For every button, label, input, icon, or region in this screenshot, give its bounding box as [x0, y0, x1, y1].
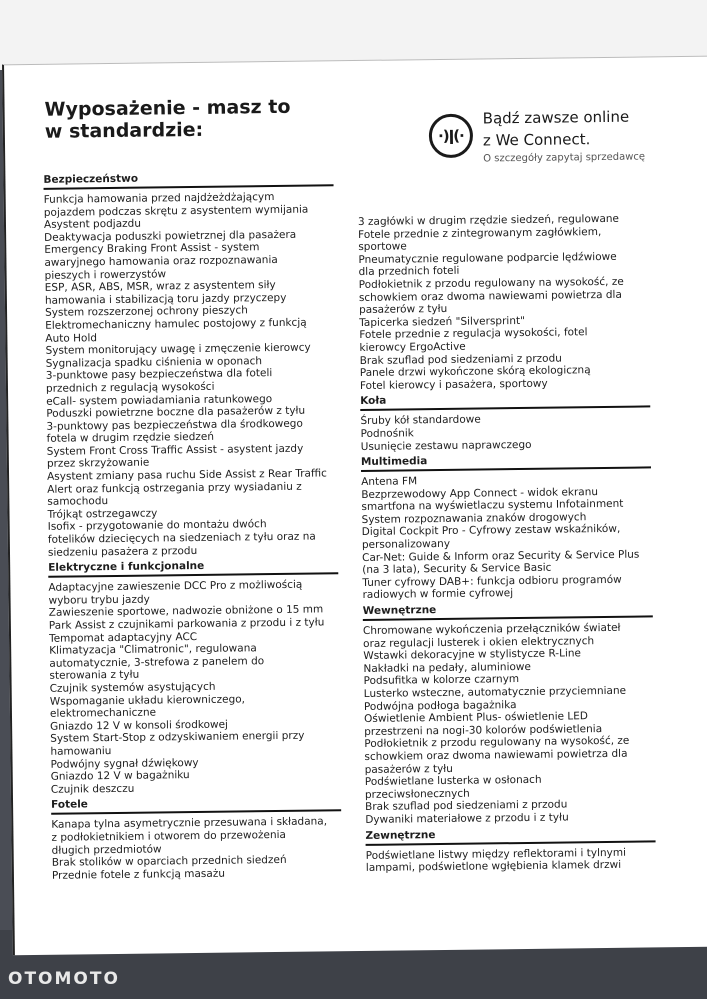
title-line-2: w standardzie:: [44, 118, 204, 143]
list-item: siedzeniu pasażera z przodu: [47, 544, 198, 559]
list-item: eCall- system powiadamiania ratunkowego: [46, 392, 273, 408]
list-item: Elektromechaniczny hamulec postojowy z funkcją: [45, 316, 307, 332]
list-item: Car-Net: Guide & Inform oraz Security & Service Plus: [362, 548, 640, 564]
we-connect-signal-glyph: ·)ǀ(·: [437, 126, 464, 145]
list-item: Isofix - przygotowanie do montażu dwóch: [47, 518, 267, 534]
list-item: sportowe: [358, 240, 407, 254]
list-item: Tuner cyfrowy DAB+: funkcja odbioru programów: [362, 573, 622, 589]
list-item: Gniazdo 12 V w konsoli środkowej: [50, 718, 229, 733]
list-item: fotelików dziecięcych na siedzeniach z tyłu oraz na: [47, 530, 316, 546]
list-item: Brak stolików w oparciach przednich siedzeń: [51, 853, 287, 869]
list-item: Adaptacyjne zawieszenie DCC Pro z możliwością: [48, 578, 303, 595]
list-item: Fotel kierowcy i pasażera, sportowy: [359, 377, 548, 392]
page-title: [44, 96, 290, 143]
list-item: Poduszki powietrzne boczne dla pasażerów z tyłu: [46, 404, 306, 420]
section-heading: Multimedia: [361, 452, 651, 473]
section-heading: Wewnętrzne: [363, 600, 653, 621]
left-column: [43, 168, 342, 884]
section-heading: Elektryczne i funkcjonalne: [48, 557, 338, 578]
list-item: samochodu: [47, 495, 109, 509]
section-kola: [360, 391, 651, 453]
section-zewnetrzne: [365, 825, 656, 875]
list-item: Fotele przednie z regulacja wysokości, fotel: [359, 326, 588, 342]
list-item: smartfona na wyświetlaczu systemu Infotainment: [361, 498, 624, 514]
list-item: z podłokietnikiem i otworem do przewożenia: [51, 828, 287, 844]
list-item: System Start-Stop z odzyskiwaniem energii przy: [50, 730, 305, 746]
list-item: pasażerów z tyłu: [358, 303, 448, 317]
list-item: Auto Hold: [45, 331, 98, 345]
list-item: Wstawki dekoracyjne w stylistycze R-Line: [363, 647, 582, 663]
list-item: Zawieszenie sportowe, nadwozie obniżone o 15 mm: [48, 603, 324, 620]
list-item: Chromowane wykończenia przełączników świateł: [362, 621, 621, 637]
list-item: radiowych w formie cyfrowej: [362, 587, 514, 602]
list-item: Trójkąt ostrzegawczy: [47, 507, 158, 521]
list-item: Deaktywacja poduszki powietrznej dla pasażera: [44, 228, 297, 244]
list-item: Dywaniki materiałowe z przodu i z tyłu: [365, 811, 569, 826]
list-item: ESP, ASR, ABS, MSR, wraz z asystentem siły: [44, 279, 276, 294]
list-item: przednich z regulacją wysokości: [45, 380, 215, 395]
list-item: Lusterko wsteczne, automatycznie przyciemniane: [363, 684, 627, 700]
list-item: System rozszerzonej ochrony pieszych: [44, 304, 248, 320]
list-item: Podnośnik: [360, 427, 414, 440]
list-item: Bezprzewodowy App Connect - widok ekranu: [361, 485, 599, 501]
list-item: przez skrzyżowanie: [46, 457, 150, 471]
right-column: [358, 212, 656, 876]
section-heading: Fotele: [51, 795, 341, 816]
list-item: System monitorujący uwagę i zmęczenie kierowcy: [45, 341, 311, 357]
list-item: wyboru trybu jazdy: [48, 593, 150, 607]
list-item: schowkiem oraz dwoma nawiewami powietrza dla: [364, 747, 628, 763]
list-item: Usunięcie zestawu naprawczego: [360, 438, 532, 453]
list-item: System Front Cross Traffic Assist - asystent jazdy: [46, 442, 304, 458]
list-item: hamowaniu: [50, 744, 112, 758]
list-item: Brak szuflad pod siedzeniami z przodu: [365, 798, 568, 814]
seats-continued-list: [358, 212, 650, 392]
list-item: Funkcja hamowania przed najdżeżdżającym: [43, 191, 275, 206]
section-fotele: [51, 795, 342, 883]
list-item: Brak szuflad pod siedzeniami z przodu: [359, 352, 562, 367]
list-item: Nakładki na pedały, aluminiowe: [363, 660, 532, 675]
list-item: Czujnik systemów asystujących: [49, 680, 216, 695]
list-item: 3-punktowy pas bezpieczeństwa dla środkowego: [46, 417, 303, 433]
list-item: 3 zagłówki w drugim rzędzie siedzeń, regulowane: [357, 212, 620, 228]
we-connect-icon: [429, 114, 474, 159]
list-item: kierowcy ErgoActive: [359, 340, 466, 354]
list-item: przeciwsłonecznych: [364, 787, 470, 801]
list-item: elektromechaniczne: [49, 706, 157, 720]
list-item: (na 3 lata), Security & Service Basic: [362, 561, 552, 577]
list-item: schowkiem oraz dwoma nawiewami powietrza dla: [358, 288, 622, 304]
list-item: pieszych i rowerzystów: [44, 267, 167, 282]
list-item: Podświetlane listwy między reflektorami i tylnymi: [365, 846, 627, 862]
list-item: Fotele przednie z zintegrowanym zagłówkiem,: [358, 225, 602, 241]
list-item: Czujnik deszczu: [50, 782, 135, 796]
list-item: awaryjnego hamowania oraz rozpoznawania: [44, 253, 278, 269]
we-connect-headline: Bądź zawsze online: [482, 107, 630, 128]
list-item: Emergency Braking Front Assist - system: [44, 241, 260, 257]
list-item: lampami, podświetlone wgłębienia klamek drzwi: [365, 858, 622, 875]
section-heading: Koła: [360, 391, 650, 412]
list-item: System rozpoznawania znaków drogowych: [361, 511, 587, 526]
list-item: Antena FM: [361, 475, 418, 489]
list-item: Panele drzwi wykończone skórą ekologiczną: [359, 364, 591, 380]
list-item: pasażerów z tyłu: [364, 762, 453, 776]
list-item: oraz regulacji lusterek i okien elektrycznych: [363, 634, 595, 650]
list-item: Podsufitka w kolorze czarnym: [363, 673, 520, 688]
list-item: Asystent zmiany pasa ruchu Side Assist z Rear Traffic: [46, 467, 327, 483]
list-item: Tempomat adaptacyjny ACC: [48, 630, 198, 645]
section-heading: Zewnętrzne: [365, 825, 655, 846]
list-item: Tapicerka siedzeń "Silversprint": [359, 314, 525, 329]
section-elektryczne-i-funkcjonalne: [48, 557, 341, 796]
list-item: fotela w drugim rzędzie siedzeń: [46, 431, 215, 446]
list-item: Wspomaganie układu kierowniczego,: [49, 692, 246, 708]
list-item: Park Assist z czujnikami parkowania z przodu i z tyłu: [48, 616, 325, 632]
list-item: przestrzeni na nogi-30 kolorów podświetlenia: [364, 722, 603, 738]
list-item: Alert oraz funkcją ostrzegania przy wysiadaniu z: [47, 480, 302, 496]
list-item: 3-punktowe pasy bezpieczeństwa dla foteli: [45, 367, 273, 383]
list-item: Sygnalizacja spadku ciśnienia w oponach: [45, 354, 263, 370]
list-item: Kanapa tylna asymetrycznie przesuwana i składana,: [51, 815, 328, 832]
list-item: Digital Cockpit Pro - Cyfrowy zestaw wskaźników,: [361, 523, 621, 539]
list-item: Śruby kół standardowe: [360, 413, 481, 428]
list-item: Podwójna podłoga bagażnika: [363, 698, 517, 713]
list-item: Pneumatycznie regulowane podparcie lędźwiowe: [358, 250, 617, 266]
list-item: Klimatyzacja "Climatronic", regulowana: [49, 642, 257, 657]
list-item: Podłokietnik z przodu regulowany na wysokość, ze: [358, 275, 624, 291]
list-item: długich przedmiotów: [51, 842, 162, 857]
list-item: pojazdem podczas skrętu z asystentem wymijania: [43, 203, 309, 219]
list-item: Oświetlenie Ambient Plus- oświetlenie LED: [363, 710, 589, 726]
equipment-sheet: [2, 56, 707, 956]
list-item: dla przednich foteli: [358, 265, 460, 279]
list-item: Asystent podjazdu: [43, 217, 142, 232]
list-item: sterowania z tyłu: [49, 669, 140, 683]
section-multimedia: [361, 452, 653, 602]
list-item: Podłokietnik z przodu regulowany na wysokość, ze: [364, 735, 630, 751]
section-heading: Bezpieczeństwo: [43, 169, 333, 190]
list-item: Podświetlane lusterka w osłonach: [364, 773, 542, 789]
list-item: Przednie fotele z funkcją masażu: [51, 867, 226, 882]
section-wewnetrzne: [363, 600, 656, 826]
we-connect-subheadline: z We Connect.: [482, 130, 591, 150]
list-item: hamowania i stabilizacją toru jazdy przyczepy: [44, 291, 287, 307]
title-line-1: Wyposażenie - masz to: [44, 95, 291, 121]
we-connect-note: O szczegóły zapytaj sprzedawcę: [483, 151, 646, 165]
section-bezpieczenstwo: [43, 169, 338, 559]
list-item: automatycznie, 3-strefowa z panelem do: [49, 654, 265, 670]
otomoto-watermark: OTOMOTO: [8, 969, 120, 989]
list-item: personalizowany: [361, 537, 451, 552]
list-item: Gniazdo 12 V w bagażniku: [50, 769, 190, 783]
list-item: Podwójny sygnał dźwiękowy: [50, 756, 199, 771]
